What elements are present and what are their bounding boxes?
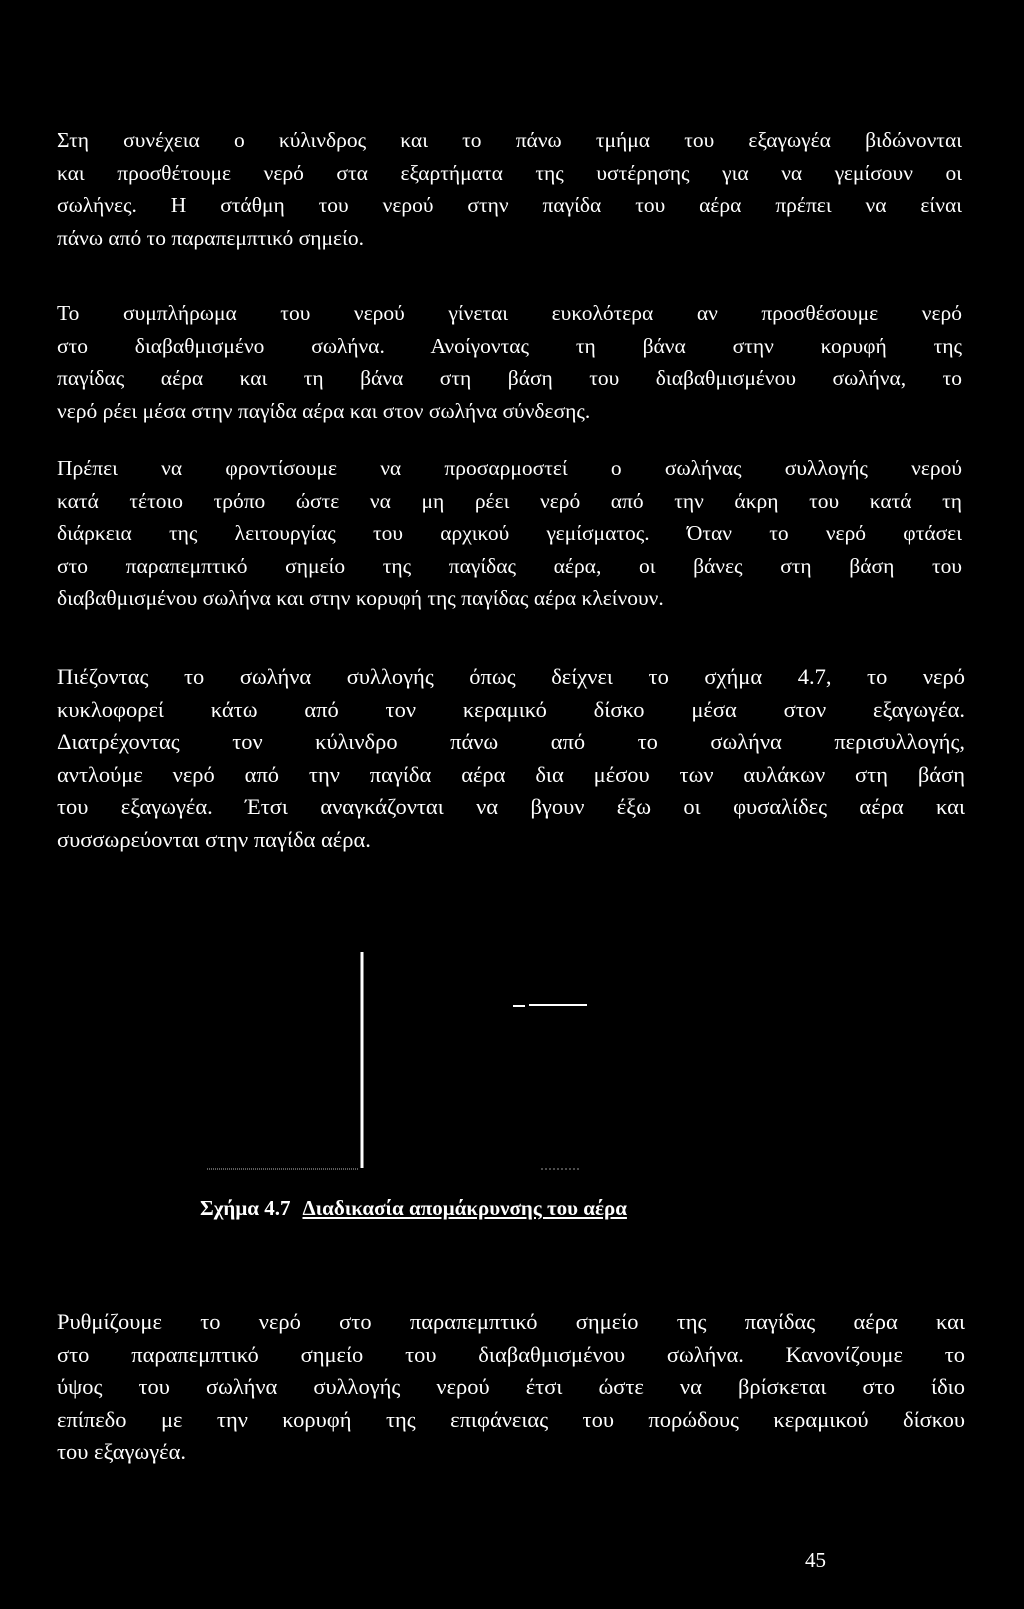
text-line: Διατρέχοντας τον κύλινδρο πάνω από το σωλήνα περισυλλογής, [57,729,965,754]
paragraph-2 [57,297,962,427]
text-line: Πρέπει να φροντίσουμε να προσαρμοστεί ο σωλήνας συλλογής νερού [57,456,962,480]
paragraph-5 [57,1306,965,1469]
text-line: Πιέζοντας το σωλήνα συλλογής όπως δείχνει το σχήμα 4.7, το νερό [57,664,965,689]
paragraph-4 [57,661,965,856]
paragraph-1 [57,124,962,254]
paragraph-3 [57,452,962,615]
figure-caption [200,1196,627,1221]
text-line: αντλούμε νερό από την παγίδα αέρα δια μέσου των αυλάκων στη βάση [57,761,965,787]
figure-caption-title: Διαδικασία απομάκρυνσης του αέρα [302,1196,627,1220]
text-line: και προσθέτουμε νερό στα εξαρτήματα της υστέρησης για να γεμίσουν οι [57,160,962,185]
text-line: επίπεδο με την κορυφή της επιφάνειας του πορώδους κεραμικού δίσκου [57,1406,965,1432]
text-line: στο διαβαθμισμένο σωλήνα. Ανοίγοντας τη βάνα στην κορυφή της [57,333,962,358]
text-line: στο παραπεμπτικό σημείο της παγίδας αέρα, οι βάνες στη βάση του [57,553,962,578]
text-line: του εξαγωγέα. Έτσι αναγκάζονται να βγουν έξω οι φυσαλίδες αέρα και [57,794,965,819]
text-line: διάρκεια της λειτουργίας του αρχικού γεμίσματος. Όταν το νερό φτάσει [57,521,962,545]
text-line: κυκλοφορεί κάτω από τον κεραμικό δίσκο μέσα στον εξαγωγέα. [57,696,965,722]
page-number: 45 [805,1548,826,1572]
text-line: σωλήνες. Η στάθμη του νερού στην παγίδα του αέρα πρέπει να είναι [57,193,962,217]
text-line: παγίδας αέρα και τη βάνα στη βάση του διαβαθμισμένου σωλήνα, το [57,366,962,390]
text-line: Ρυθμίζουμε το νερό στο παραπεμπτικό σημείο της παγίδας αέρα και [57,1309,965,1334]
figure-image [195,940,695,1180]
figure-caption-number: Σχήμα 4.7 [200,1196,291,1220]
text-line: ύψος του σωλήνα συλλογής νερού έτσι ώστε να βρίσκεται στο ίδιο [57,1374,965,1399]
text-line: Στη συνέχεια ο κύλινδρος και το πάνω τμήμα του εξαγωγέα βιδώνονται [57,128,962,152]
text-line: κατά τέτοιο τρόπο ώστε να μη ρέει νερό από την άκρη του κατά τη [57,488,962,513]
text-line: στο παραπεμπτικό σημείο του διαβαθμισμένου σωλήνα. Κανονίζουμε το [57,1341,965,1367]
figure-4-7 [195,940,695,1180]
text-line: πάνω από το παραπεμπτικό σημείο. [57,225,364,250]
text-line: του εξαγωγέα. [57,1439,187,1464]
text-line: διαβαθμισμένου σωλήνα και στην κορυφή της παγίδας αέρα κλείνουν. [57,586,664,610]
text-line: Το συμπλήρωμα του νερού γίνεται ευκολότερα αν προσθέσουμε νερό [57,301,962,325]
text-line: νερό ρέει μέσα στην παγίδα αέρα και στον σωλήνα σύνδεσης. [57,398,591,423]
text-line: συσσωρεύονται στην παγίδα αέρα. [57,826,371,852]
